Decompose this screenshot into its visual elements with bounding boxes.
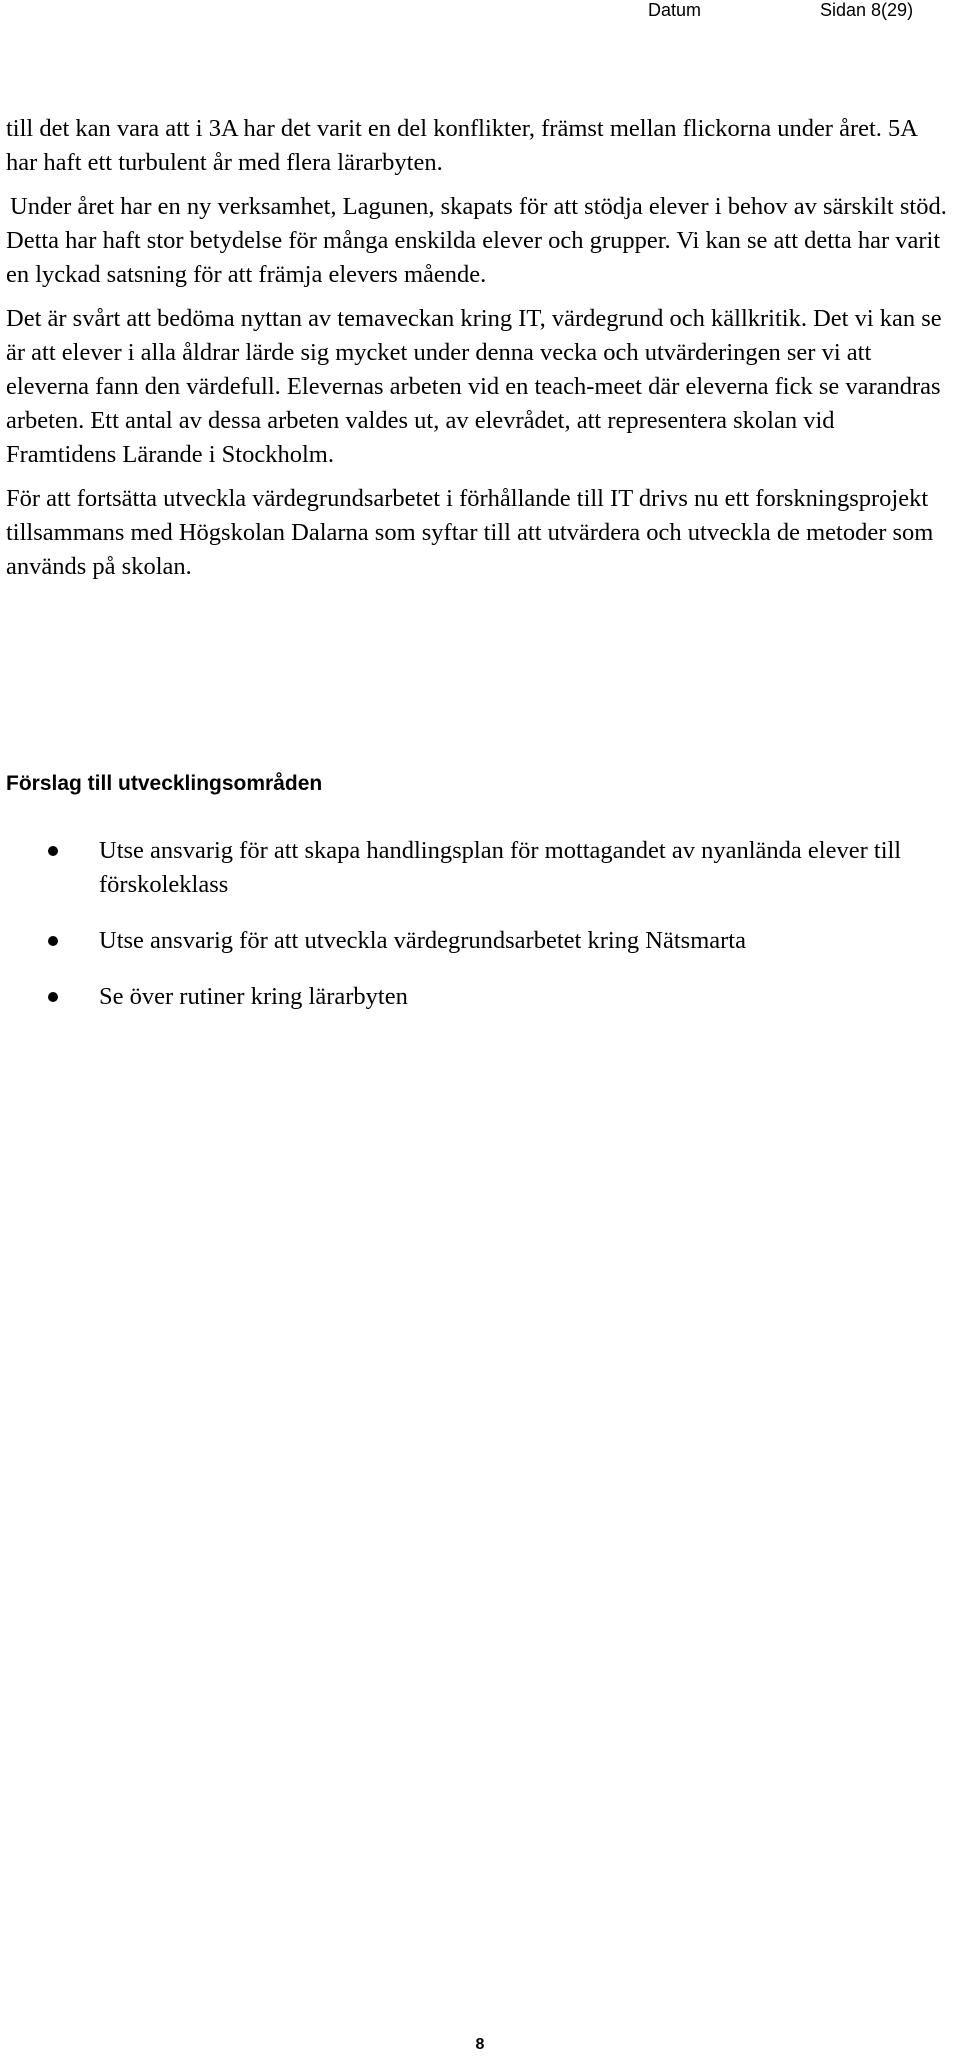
header-date-label: Datum bbox=[648, 0, 702, 20]
paragraph: Under året har en ny verksamhet, Lagunen, skapats för att stödja elever i behov av särskilt stöd. Detta har haft stor betydelse för många enskilda elever och grupper. Vi kan se att detta har varit en lyckad satsning för att främja elevers mående. bbox=[6, 193, 947, 288]
list-item bbox=[0, 834, 950, 902]
bullet-icon bbox=[48, 846, 58, 856]
page-number: 8 bbox=[475, 2036, 485, 2053]
document-body bbox=[6, 112, 950, 584]
section-heading: Förslag till utvecklingsområden bbox=[6, 772, 323, 795]
bullet-list bbox=[0, 834, 950, 1036]
list-item bbox=[0, 924, 950, 958]
header-page-label: Sidan 8(29) bbox=[820, 0, 914, 20]
page-header bbox=[0, 0, 960, 24]
list-item bbox=[0, 980, 950, 1014]
paragraph: till det kan vara att i 3A har det varit en del konflikter, främst mellan flickorna under året. 5A har haft ett turbulent år med flera lärarbyten. bbox=[6, 115, 917, 176]
list-item-text: Utse ansvarig för att skapa handlingsplan för mottagandet av nyanlända elever till förskoleklass bbox=[99, 837, 902, 898]
bullet-icon bbox=[48, 936, 58, 946]
paragraph: Det är svårt att bedöma nyttan av temaveckan kring IT, värdegrund och källkritik. Det vi kan se är att elever i alla åldrar lärde sig mycket under denna vecka och utvärderingen ser vi att eleverna fann den värdefull. Elevernas arbeten vid en teach-meet där eleverna fick se varandras arbeten. Ett antal av dessa arbeten valdes ut, av elevrådet, att representera skolan vid Framtidens Lärande i Stockholm. bbox=[6, 305, 942, 468]
bullet-icon bbox=[48, 992, 58, 1002]
list-item-text: Se över rutiner kring lärarbyten bbox=[99, 983, 408, 1010]
list-item-text: Utse ansvarig för att utveckla värdegrundsarbetet kring Nätsmarta bbox=[99, 927, 746, 954]
paragraph: För att fortsätta utveckla värdegrundsarbetet i förhållande till IT drivs nu ett forskningsprojekt tillsammans med Högskolan Dalarna som syftar till att utvärdera och utveckla de metoder som används på skolan. bbox=[6, 485, 934, 580]
